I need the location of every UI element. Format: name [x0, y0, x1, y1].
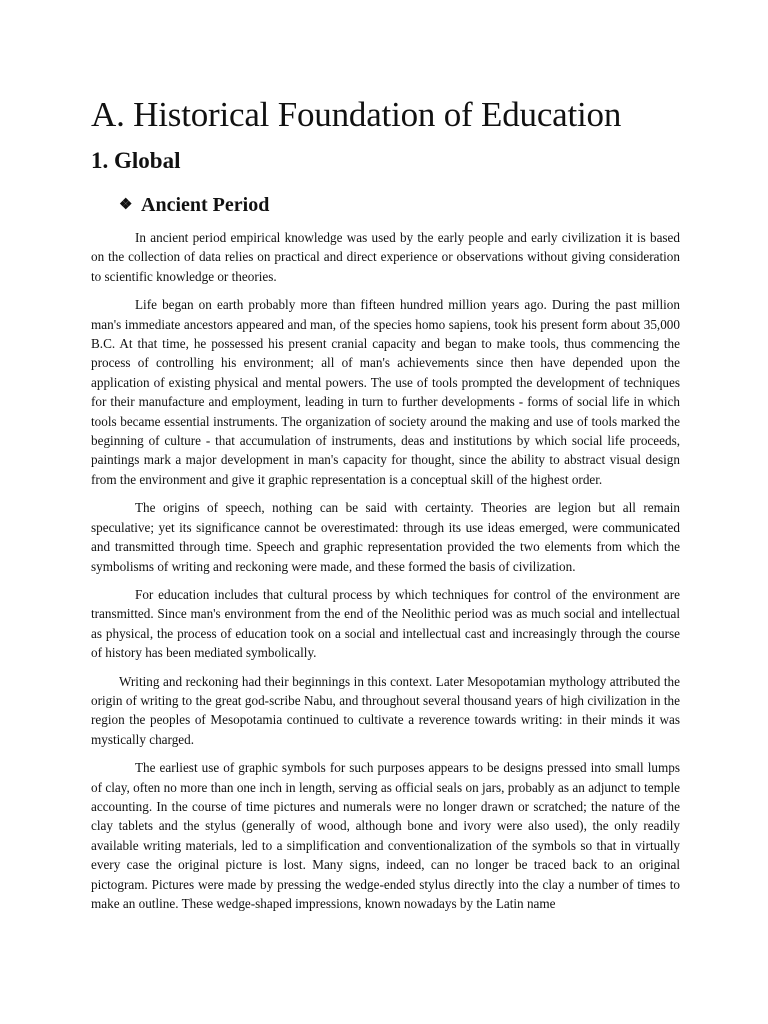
section-heading: 1. Global: [91, 148, 181, 173]
paragraph: In ancient period empirical knowledge was used by the early people and early civilization it is based on the collection of data relies on practical and direct experience or observations without giving consideration to scientific knowledge or theories.: [91, 230, 680, 284]
diamond-bullet-icon: ❖: [119, 197, 133, 213]
paragraph: For education includes that cultural process by which techniques for control of the environment are transmitted. Since man's environment from the end of the Neolithic period was as much social and intellectual as physical, the process of education took on a social and intellectual cast and increasingly through the course of history has been mediated symbolically.: [91, 586, 680, 661]
paragraph: Life began on earth probably more than fifteen hundred million years ago. During the past million man's immediate ancestors appeared and man, of the species homo sapiens, took his present form about 35,000 B.C. At that time, he possessed his present cranial capacity and began to make tools, thus commencing the process of controlling his environment; all of man's achievements since then have depended upon the application of existing physical and mental powers. The use of tools prompted the development of techniques for their manufacture and employment, leading in turn to further developments - forms of social life in which tools became essential instruments. The organization of society around the making and use of tools marked the beginning of culture - that accumulation of instruments, deas and institutions by which social life proceeds, paintings mark a major development in man's capacity for thought, since the ability to abstract visual design from the environment and give it graphic representation is a conceptual skill of the highest order.: [91, 297, 680, 487]
paragraph: Writing and reckoning had their beginnings in this context. Later Mesopotamian mythology attributed the origin of writing to the great god-scribe Nabu, and throughout several thousand years of high civilization in the region the peoples of Mesopotamia continued to cultivate a reverence towards writing: in their minds it was mystically charged.: [91, 673, 680, 747]
subsection-heading-text: Ancient Period: [141, 194, 270, 216]
document-body: [91, 228, 680, 913]
paragraph: The earliest use of graphic symbols for such purposes appears to be designs pressed into small lumps of clay, often no more than one inch in length, serving as official seals on jars, probably as an adjunct to temple accounting. In the course of time pictures and numerals were no longer drawn or scratched; the nature of the clay tablets and the stylus (generally of wood, although bone and ivory were also used), the only readily available writing materials, led to a simplification and conventionalization of the symbols so that in virtually every case the original picture is lost. Many signs, indeed, can no longer be traced back to an original pictogram. Pictures were made by pressing the wedge-ended stylus directly into the clay a number of times to make an outline. These wedge-shaped impressions, known nowadays by the Latin name: [91, 760, 680, 911]
document-title: A. Historical Foundation of Education: [91, 95, 622, 134]
subsection-heading: [119, 193, 680, 217]
paragraph: The origins of speech, nothing can be said with certainty. Theories are legion but all remain speculative; yet its significance cannot be overestimated: through its use ideas emerged, were communicated and transmitted through time. Speech and graphic representation provided the two elements from which the symbolisms of writing and reckoning were made, and these formed the basis of civilization.: [91, 500, 680, 574]
